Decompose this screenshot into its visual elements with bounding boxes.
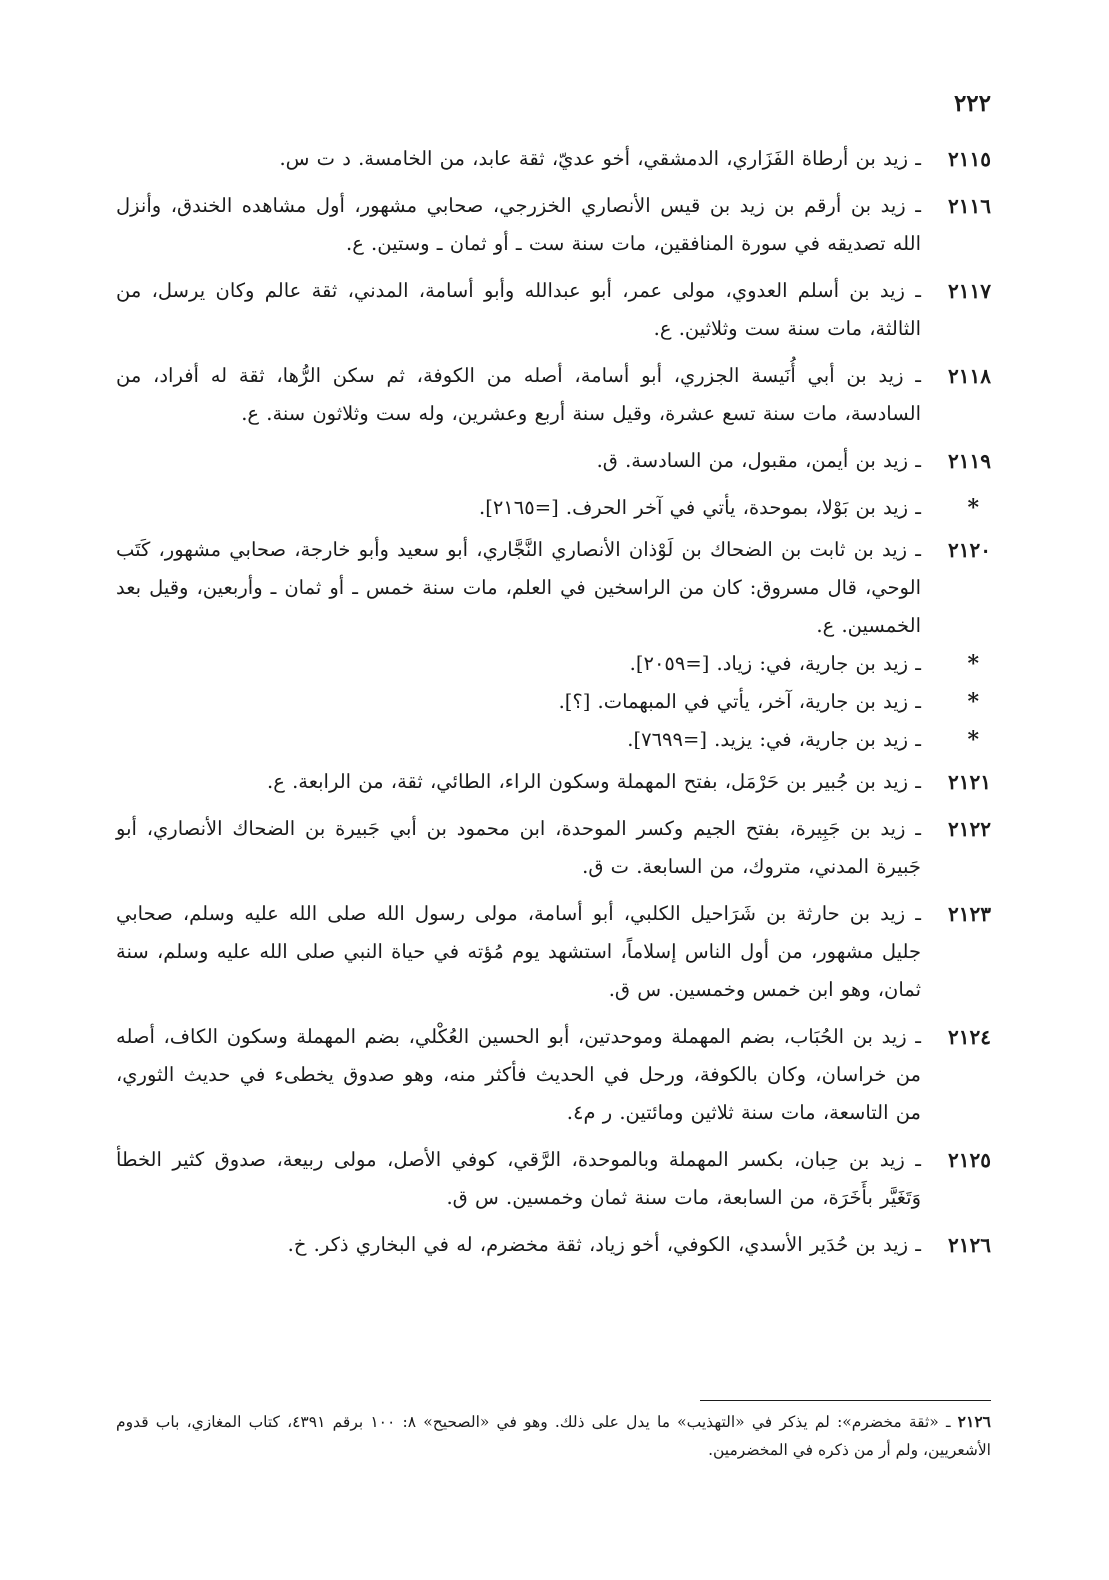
asterisk-marker: * [967, 495, 979, 521]
asterisk-marker: * [967, 727, 979, 753]
entry-text: ـ زيد بن أرطاة الفَزَاري، الدمشقي، أخو عديّ، ثقة عابد، من الخامسة. د ت س. [279, 147, 921, 170]
entry-text: ـ زيد بن جارية، في: زياد. [=٢٠٥٩]. [629, 652, 921, 675]
footnote-text: ـ «ثقة مخضرم»: لم يذكر في «التهذيب» ما يدل على ذلك. وهو في «الصحيح» ٨: ١٠٠ برقم ٤٣٩١، كتاب المغازي، باب قدوم الأشعريين، ولم أر من ذكره في المخضرمين. [116, 1413, 991, 1459]
asterisk-marker: * [967, 689, 979, 715]
entry-text: ـ زيد بن جارية، آخر، يأتي في المبهمات. [؟]. [558, 690, 921, 713]
entry-number: ٢١١٧ [948, 279, 991, 303]
entry-2115 [116, 140, 991, 178]
entry-number: ٢١١٨ [948, 364, 991, 388]
entry-text: ـ زيد بن أرقم بن زيد بن قيس الأنصاري الخزرجي، صحابي مشهور، أول مشاهده الخندق، وأنزل الله تصديقه في سورة المنافقين، مات سنة ست ـ أو ثمان ـ وستين. ع. [116, 194, 921, 255]
entry-2119 [116, 442, 991, 480]
entry-text: ـ زيد بن حِبان، بكسر المهملة وبالموحدة، الرَّقي، كوفي الأصل، مولى ربيعة، صدوق كثير الخطأ وَتَغَيَّر بأَخَرَة، من السابعة، مات سنة ثمان وخمسين. س ق. [116, 1148, 921, 1209]
entry-2125 [116, 1141, 991, 1217]
entry-text: ـ زيد بن أبي أُنَيسة الجزري، أبو أسامة، أصله من الكوفة، ثم سكن الرُّها، ثقة له أفراد، من السادسة، مات سنة تسع عشرة، وقيل سنة أربع وعشرين، وله ست وثلاثون سنة. ع. [116, 364, 921, 425]
entry-2117 [116, 272, 991, 348]
entry-number: ٢١١٦ [948, 194, 991, 218]
entry-number: ٢١١٥ [948, 147, 991, 171]
entry-text: ـ زيد بن حارثة بن شَرَاحيل الكلبي، أبو أسامة، مولى رسول الله صلى الله عليه وسلم، صحابي جليل مشهور، من أول الناس إسلاماً، استشهد يوم مُؤته في حياة النبي صلى الله عليه وسلم، سنة ثمان، وهو ابن خمس وخمسين. س ق. [116, 902, 921, 1001]
entry-text: ـ زيد بن أسلم العدوي، مولى عمر، أبو عبدالله وأبو أسامة، المدني، ثقة عالم وكان يرسل، من الثالثة، مات سنة ست وثلاثين. ع. [116, 279, 921, 340]
cross-reference-entry [116, 721, 991, 759]
entry-text: ـ زيد بن بَوْلا، بموحدة، يأتي في آخر الحرف. [=٢١٦٥]. [479, 496, 921, 519]
entry-2124 [116, 1018, 991, 1132]
cross-reference-entry [116, 489, 991, 527]
entry-text: ـ زيد بن جُبير بن حَرْمَل، بفتح المهملة وسكون الراء، الطائي، ثقة، من الرابعة. ع. [267, 770, 921, 793]
cross-reference-entry [116, 683, 991, 721]
entry-text: ـ زيد بن جارية، في: يزيد. [=٧٦٩٩]. [627, 728, 921, 751]
entry-number: ٢١٢٤ [948, 1025, 991, 1049]
entry-2120 [116, 531, 991, 645]
entry-number: ٢١٢١ [948, 770, 991, 794]
entry-number: ٢١٢٣ [948, 902, 991, 926]
footnote-divider [700, 1400, 991, 1401]
entry-text: ـ زيد بن حُدَير الأسدي، الكوفي، أخو زياد، ثقة مخضرم، له في البخاري ذكر. خ. [287, 1233, 921, 1256]
page-number: ٢٢٢ [953, 90, 991, 117]
entry-text: ـ زيد بن جَبِيرة، بفتح الجيم وكسر الموحدة، ابن محمود بن أبي جَبيرة بن الضحاك الأنصاري، أبو جَبيرة المدني، متروك، من السابعة. ت ق. [116, 817, 921, 878]
entry-number: ٢١٢٠ [948, 538, 991, 562]
entry-2122 [116, 810, 991, 886]
footnote [116, 1408, 991, 1464]
entry-number: ٢١٢٢ [948, 817, 991, 841]
asterisk-marker: * [967, 651, 979, 677]
cross-reference-entry [116, 645, 991, 683]
entry-text: ـ زيد بن ثابت بن الضحاك بن لَوْذان الأنصاري النَّجَّاري، أبو سعيد وأبو خارجة، صحابي مشهور، كَتَب الوحي، قال مسروق: كان من الراسخين في العلم، مات سنة خمس ـ أو ثمان ـ وأربعين، وقيل بعد الخمسين. ع. [116, 538, 921, 637]
entry-2123 [116, 895, 991, 1009]
entry-2116 [116, 187, 991, 263]
entry-2118 [116, 357, 991, 433]
entry-number: ٢١٢٦ [948, 1233, 991, 1257]
footnote-number: ٢١٢٦ [957, 1412, 991, 1431]
entry-text: ـ زيد بن الحُبَاب، بضم المهملة وموحدتين، أبو الحسين العُكْلي، بضم المهملة وسكون الكاف، أصله من خراسان، وكان بالكوفة، ورحل في الحديث فأكثر منه، وهو صدوق يخطىء في حديث الثوري، من التاسعة، مات سنة ثلاثين ومائتين. ر م٤. [116, 1025, 921, 1124]
entries-list [116, 140, 991, 1273]
entry-number: ٢١٢٥ [948, 1148, 991, 1172]
entry-text: ـ زيد بن أيمن، مقبول، من السادسة. ق. [596, 449, 921, 472]
entry-2126 [116, 1226, 991, 1264]
entry-2121 [116, 763, 991, 801]
entry-number: ٢١١٩ [948, 449, 991, 473]
